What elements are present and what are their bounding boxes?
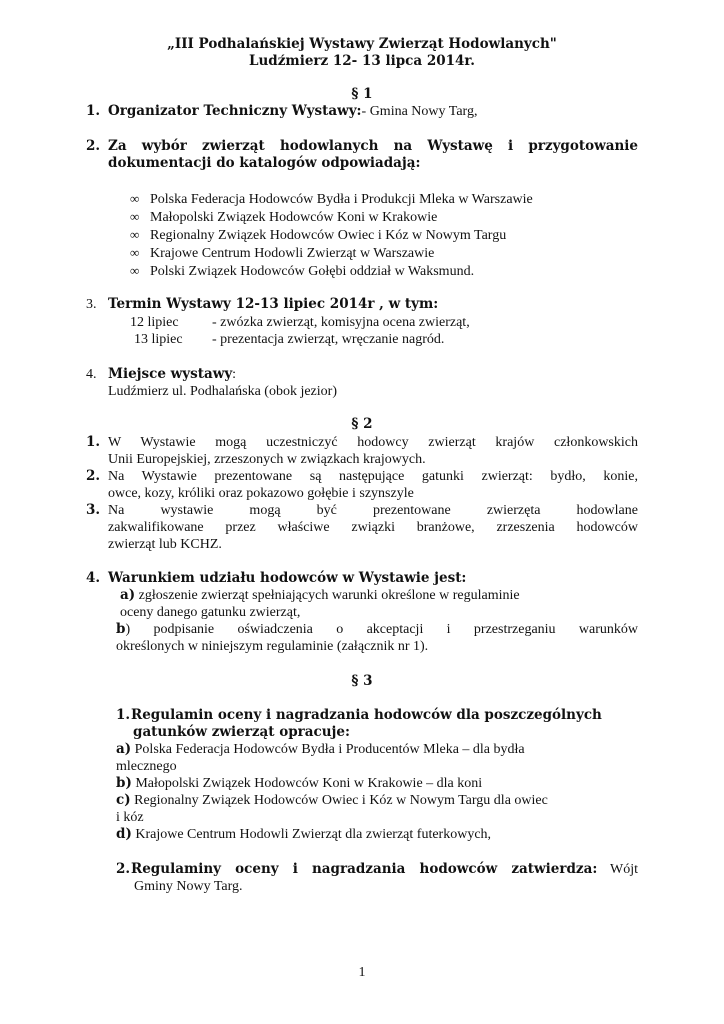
- org-name: Regionalny Związek Hodowców Owiec i Kóz w Nowym Targu: [150, 228, 507, 243]
- s2-p1-line1: W Wystawie mogą uczestniczyć hodowcy zwierząt krajów członkowskich: [108, 435, 638, 450]
- s3-c-letter: c): [116, 792, 131, 808]
- section-3-heading: § 3: [351, 673, 373, 689]
- org-name: Polski Związek Hodowców Gołębi oddział w Waksmund.: [150, 264, 475, 279]
- s3-c-line1: [116, 792, 548, 809]
- s1-item4-colon: :: [232, 367, 237, 382]
- s3-d-text: Krajowe Centrum Hodowli Zwierząt dla zwierząt futerkowych,: [135, 827, 492, 842]
- s3-i2-line2: Gminy Nowy Targ.: [134, 879, 243, 894]
- s2-p4-b-letter: b: [116, 621, 126, 637]
- org-list-item: [130, 244, 434, 262]
- s2-p3-number: 3.: [86, 502, 101, 518]
- s2-p3-line3: zwierząt lub KCHZ.: [108, 537, 222, 552]
- s1-item4-label-text: Miejsce wystawy: [108, 366, 233, 382]
- s2-p4-b-line1: [116, 621, 638, 638]
- org-list-item: [130, 190, 533, 208]
- page-number: 1: [358, 965, 366, 980]
- s3-b-letter: b): [116, 775, 132, 791]
- s2-p4-label: Warunkiem udziału hodowców w Wystawie jest:: [108, 570, 467, 586]
- s3-i1-number: 1.: [116, 707, 131, 723]
- s1-item3-label: Termin Wystawy 12-13 lipiec 2014r , w tym:: [108, 296, 439, 312]
- s1-item4-value: Ludźmierz ul. Podhalańska (obok jezior): [108, 384, 337, 399]
- s2-p4-a-text: zgłoszenie zwierząt spełniających warunki określone w regulaminie: [138, 588, 520, 603]
- org-name: Małopolski Związek Hodowców Koni w Krakowie: [150, 210, 438, 225]
- infinity-bullet-icon: ∞: [130, 245, 140, 260]
- s3-a-text: Polska Federacja Hodowców Bydła i Producentów Mleka – dla bydła: [134, 742, 525, 757]
- s3-d-line: [116, 826, 491, 843]
- infinity-bullet-icon: ∞: [130, 263, 140, 278]
- org-list-item: [130, 262, 474, 280]
- s3-a-line1: [116, 741, 525, 758]
- s3-c-text: Regionalny Związek Hodowców Owiec i Kóz w Nowym Targu dla owiec: [134, 793, 548, 808]
- s1-item1-number: 1.: [86, 103, 101, 119]
- schedule-date: 12 lipiec: [130, 315, 179, 330]
- s2-p4-a-line2: oceny danego gatunku zwierząt,: [120, 605, 301, 620]
- s3-a-line2: mlecznego: [116, 759, 177, 774]
- s2-p4-b-paren: ): [125, 622, 131, 637]
- schedule-date: 13 lipiec: [134, 332, 183, 347]
- s1-item2-line2: dokumentacji do katalogów odpowiadają:: [108, 155, 421, 171]
- s3-i1-line2: gatunków zwierząt opracuje:: [133, 724, 350, 740]
- org-name: Polska Federacja Hodowców Bydła i Produkcji Mleka w Warszawie: [150, 192, 533, 207]
- s2-p4-number: 4.: [86, 570, 101, 586]
- s3-b-text: Małopolski Związek Hodowców Koni w Krakowie – dla koni: [135, 776, 483, 791]
- s2-p1-line2: Unii Europejskiej, zrzeszonych w związkach krajowych.: [108, 452, 426, 467]
- section-2-heading: § 2: [351, 416, 373, 432]
- document-title: „III Podhalańskiej Wystawy Zwierząt Hodowlanych": [167, 36, 557, 52]
- s1-item1-value: - Gmina Nowy Targ,: [361, 104, 478, 119]
- s2-p1-number: 1.: [86, 434, 101, 450]
- s2-p4-a-line1: [120, 587, 638, 604]
- infinity-bullet-icon: ∞: [130, 209, 140, 224]
- s1-item2-number: 2.: [86, 138, 101, 154]
- s3-a-letter: a): [116, 741, 132, 757]
- infinity-bullet-icon: ∞: [130, 227, 140, 242]
- s3-c-line2: i kóz: [116, 810, 144, 825]
- s3-b-line: [116, 775, 482, 792]
- section-1-heading: § 1: [351, 86, 373, 102]
- s2-p2-number: 2.: [86, 468, 101, 484]
- s2-p3-line1: Na wystawie mogą być prezentowane zwierzęta hodowlane: [108, 503, 638, 518]
- s2-p2-line2: owce, kozy, króliki oraz pokazowo gołębie i szynszyle: [108, 486, 414, 501]
- schedule-desc: - prezentacja zwierząt, wręczanie nagród.: [212, 332, 445, 347]
- s2-p4-b-text: podpisanie oświadczenia o akceptacji i przestrzeganiu warunków: [153, 622, 638, 637]
- s1-item1-label: Organizator Techniczny Wystawy:: [108, 103, 362, 119]
- s3-i1-line1: Regulamin oceny i nagradzania hodowców dla poszczególnych: [131, 707, 602, 723]
- s2-p4-a-letter: a): [120, 587, 136, 603]
- org-list-item: [130, 226, 506, 244]
- org-list-item: [130, 208, 437, 226]
- s2-p3-line2: zakwalifikowane przez właściwe związki branżowe, zrzeszenia hodowców: [108, 520, 638, 535]
- s3-i2-number: 2.: [116, 861, 131, 877]
- s3-d-letter: d): [116, 826, 132, 842]
- s3-i2-value: Wójt: [610, 862, 639, 877]
- s1-item1: [108, 103, 638, 120]
- s1-item4-label: [108, 366, 236, 383]
- s1-item3-number: 3.: [86, 297, 97, 312]
- schedule-desc: - zwózka zwierząt, komisyjna ocena zwierząt,: [212, 315, 470, 330]
- s2-p4-b-line2: określonych w niniejszym regulaminie (załącznik nr 1).: [116, 639, 429, 654]
- s3-i2-label: Regulaminy oceny i nagradzania hodowców zatwierdza:: [131, 861, 598, 877]
- document-subtitle: Ludźmierz 12- 13 lipca 2014r.: [249, 53, 475, 69]
- s1-item4-number: 4.: [86, 367, 97, 382]
- s3-i2-line1: [131, 861, 638, 878]
- s1-item2-line1: Za wybór zwierząt hodowlanych na Wystawę i przygotowanie: [108, 138, 638, 154]
- org-name: Krajowe Centrum Hodowli Zwierząt w Warszawie: [150, 246, 435, 261]
- s2-p2-line1: Na Wystawie prezentowane są następujące gatunki zwierząt: bydło, konie,: [108, 469, 638, 484]
- infinity-bullet-icon: ∞: [130, 191, 140, 206]
